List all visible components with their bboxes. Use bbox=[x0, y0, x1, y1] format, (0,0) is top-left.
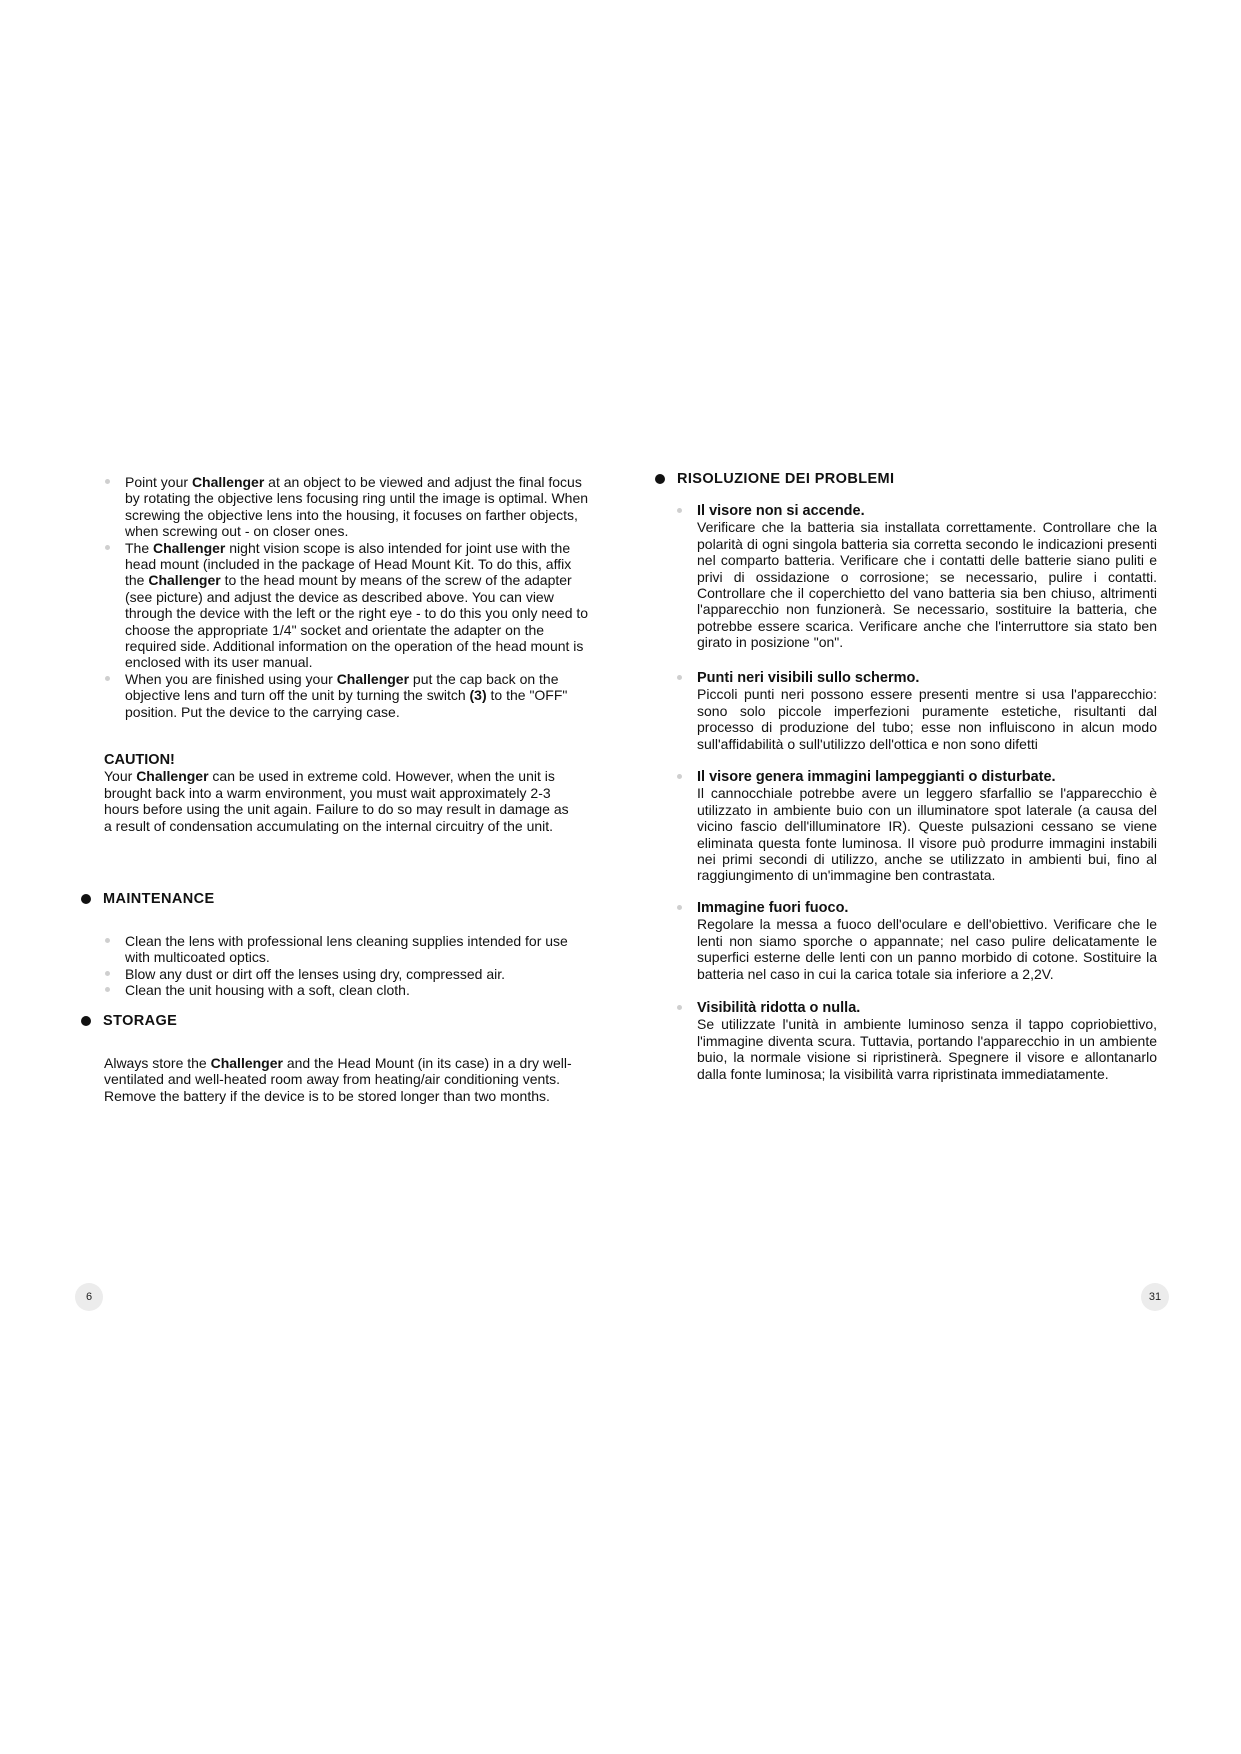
caution-title: CAUTION! bbox=[104, 752, 175, 768]
bullet-dot-icon bbox=[655, 474, 665, 484]
usage-bullet: When you are finished using your Challenger put the cap back on the objective lens and turn off the unit by turning the switch (3) to the "OFF" position. Put the device to the carrying case. bbox=[104, 671, 594, 720]
bullet-dot-icon bbox=[81, 1016, 91, 1026]
item-body: Piccoli punti neri possono essere presenti mentre si usa l'apparecchio: sono solo piccole imperfezioni puramente estetiche, risultanti dal processo di produzione del tubo; esse non influiscono in alcun modo sull'affidabilità o sull'utilizzo dell'ottica e non sono difetti bbox=[697, 686, 1157, 752]
troubleshooting-item bbox=[676, 670, 1157, 752]
storage-text: Always store the Challenger and the Head Mount (in its case) in a dry well-ventilated and well-heated room away from heating/air conditioning vents. Remove the battery if the device is to be stored longer than two months. bbox=[104, 1055, 572, 1104]
usage-instructions bbox=[104, 474, 594, 720]
item-title: Il visore non si accende. bbox=[697, 503, 865, 519]
item-body: Se utilizzate l'unità in ambiente luminoso senza il tappo copriobiettivo, l'immagine diventa scura. Tuttavia, portando l'apparecchio in un ambiente buio, la normale visione si ripristinerà. Spegnere il visore e allontanarlo dalla fonte luminosa; la visibilità varra ripristinata immediatamente. bbox=[697, 1016, 1157, 1082]
left-page bbox=[0, 0, 620, 1754]
item-title: Punti neri visibili sullo schermo. bbox=[697, 670, 920, 686]
item-title: Immagine fuori fuoco. bbox=[697, 900, 849, 916]
maintenance-item: Clean the unit housing with a soft, clean cloth. bbox=[104, 982, 584, 998]
item-body: Regolare la messa a fuoco dell'oculare e dell'obiettivo. Verificare che le lenti non siamo sporche o appannate; nel caso pulire delicatamente le superfici esterne delle lenti con un panno morbido di cotone. Sostituire la batteria nel caso in cui la carica totale sia inferiore a 2,2V. bbox=[697, 916, 1157, 982]
item-title: Visibilità ridotta o nulla. bbox=[697, 1000, 861, 1016]
troubleshooting-item bbox=[676, 1000, 1157, 1082]
item-body: Il cannocchiale potrebbe avere un leggero sfarfallio se l'apparecchio è utilizzato in ambiente buio con un illuminatore spot laterale (a causa del vicino fascio dell'illuminatore IR). Queste pulsazioni cessano se viene eliminata questa fonte luminosa. Il visore può produrre immagini instabili nei primi secondi di utilizzo, anche se utilizzato in ambienti bui, fino al raggiungimento di un'immagine ben contrastata. bbox=[697, 785, 1157, 884]
usage-bullet: Point your Challenger at an object to be viewed and adjust the final focus by rotating the objective lens focusing ring until the image is optimal. When screwing the objective lens into the housing, it focuses on farther objects, when screwing out - on closer ones. bbox=[104, 474, 594, 540]
troubleshooting-heading: RISOLUZIONE DEI PROBLEMI bbox=[655, 471, 894, 487]
troubleshooting-item bbox=[676, 900, 1157, 982]
bullet-dot-icon bbox=[81, 894, 91, 904]
storage-heading: STORAGE bbox=[81, 1013, 177, 1029]
troubleshooting-item bbox=[676, 769, 1157, 884]
caution-block bbox=[104, 752, 576, 834]
item-body: Verificare che la batteria sia installata correttamente. Controllare che la polarità di ogni singola batteria sia corretta secondo le indicazioni presenti nel comparto batteria. Verificare che i contatti delle batterie siano puliti e privi di ossidazione o corrosione; se necessario, pulire i contatti. Controllare che il coperchietto del vano batteria sia ben chiuso, altrimenti l'apparecchio non funzionerà. Se necessario, sostituire la batteria, che potrebbe essere scarica. Verificare anche che l'interruttore sia stato ben girato in posizione "on". bbox=[697, 519, 1157, 651]
item-title: Il visore genera immagini lampeggianti o disturbate. bbox=[697, 769, 1056, 785]
maintenance-item: Clean the lens with professional lens cleaning supplies intended for use with multicoated optics. bbox=[104, 933, 584, 966]
maintenance-list bbox=[104, 933, 584, 999]
right-page bbox=[620, 0, 1241, 1754]
page-number-left: 6 bbox=[75, 1283, 103, 1311]
troubleshooting-item bbox=[676, 503, 1157, 651]
maintenance-item: Blow any dust or dirt off the lenses using dry, compressed air. bbox=[104, 966, 584, 982]
caution-text: Your Challenger can be used in extreme cold. However, when the unit is brought back into a warm environment, you must wait approximately 2-3 hours before using the unit again. Failure to do so may result in damage as a result of condensation accumulating on the internal circuitry of the unit. bbox=[104, 768, 569, 834]
page-number-right: 31 bbox=[1141, 1283, 1169, 1311]
usage-bullet: The Challenger night vision scope is also intended for joint use with the head mount (included in the package of Head Mount Kit. To do this, affix the Challenger to the head mount by means of the screw of the adapter (see picture) and adjust the device as described above. You can view through the device with the left or the right eye - to do this you only need to choose the appropriate 1/4" socket and orientate the adapter on the required side. Additional information on the operation of the head mount is enclosed with its user manual. bbox=[104, 540, 594, 671]
maintenance-heading: MAINTENANCE bbox=[81, 891, 215, 907]
